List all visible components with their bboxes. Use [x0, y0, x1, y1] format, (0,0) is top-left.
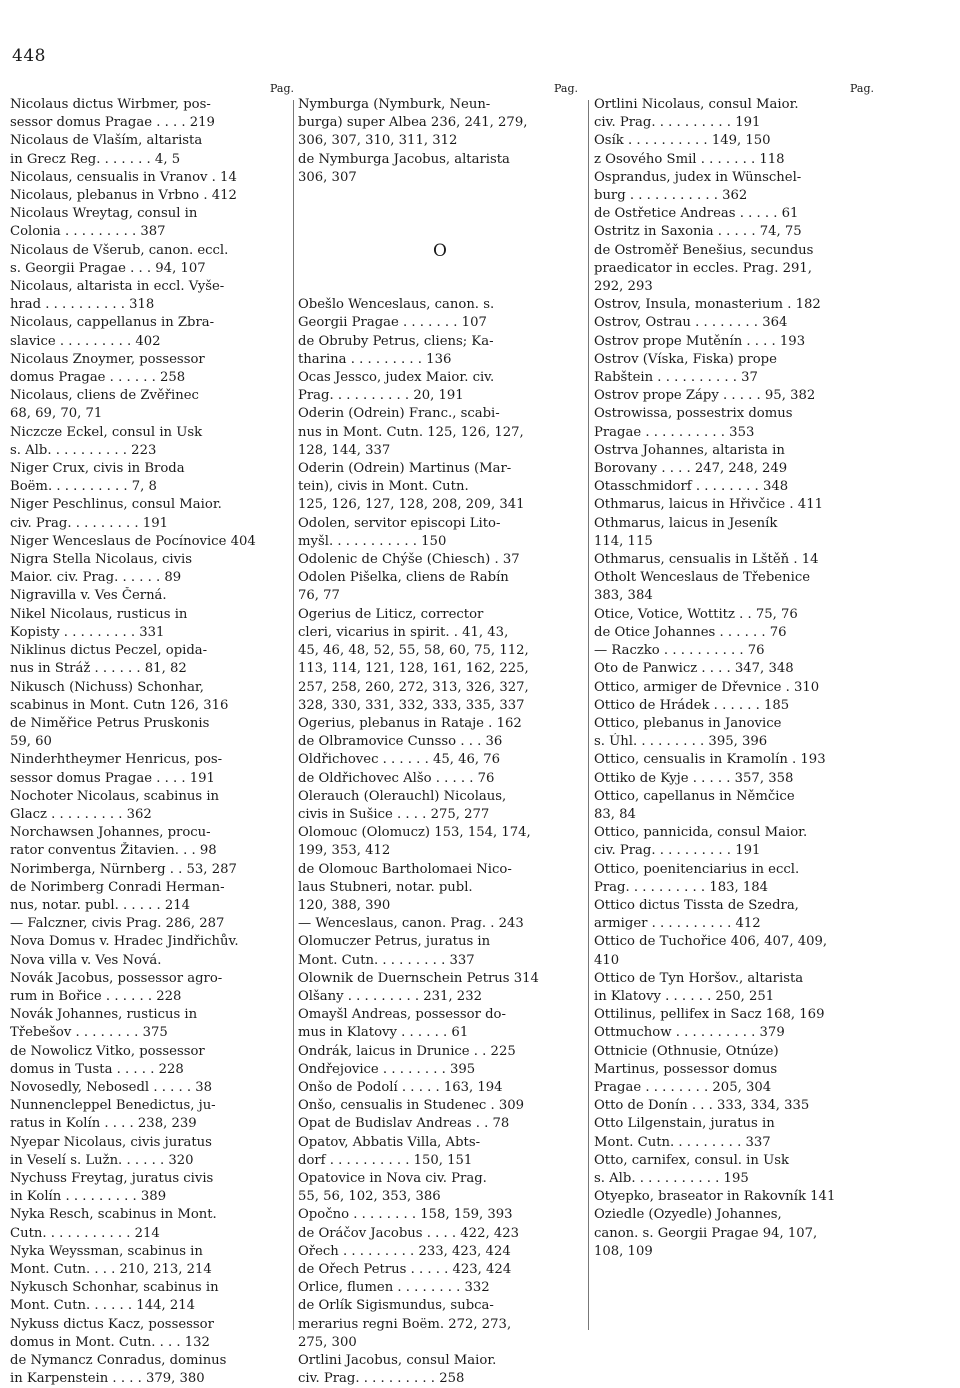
index-line: de Ořech Petrus . . . . . 423, 424 [298, 1262, 512, 1277]
index-line: Glacz . . . . . . . . . 362 [10, 806, 152, 822]
index-line: Mont. Cutn. . . . . . . . . 337 [298, 952, 475, 968]
index-line: Nigra Stella Nicolaus, civis [10, 552, 193, 568]
index-line: Ondřejovice . . . . . . . . 395 [298, 1061, 476, 1077]
index-line: de Nowolicz Vitko, possessor [10, 1043, 205, 1059]
index-line: de Olomouc Bartholomaei Nico- [298, 861, 512, 877]
index-line: nus, notar. publ. . . . . . 214 [10, 897, 191, 913]
index-line: Norimberga, Nürnberg . . 53, 287 [10, 861, 237, 877]
index-line: slavice . . . . . . . . . 402 [10, 333, 161, 349]
index-line: Mont. Cutn. . . . . . . . . 337 [594, 1134, 771, 1150]
index-line: Nykuss dictus Kacz, possessor [10, 1316, 214, 1332]
index-line: de Nymancz Conradus, dominus [10, 1353, 227, 1369]
index-line: Nicolaus, altarista in eccl. Vyše- [10, 279, 225, 295]
index-line: Borovany . . . . 247, 248, 249 [594, 461, 788, 477]
index-line: in Veselí s. Lužn. . . . . . 320 [10, 1152, 194, 1168]
index-line: Nymburga (Nymburk, Neun- [298, 97, 491, 112]
index-line: 292, 293 [594, 279, 653, 295]
index-line: Niger Peschlinus, consul Maior. [10, 497, 222, 513]
index-line: nus in Stráž . . . . . . 81, 82 [10, 661, 187, 677]
index-line: de Olbramovice Cunsso . . . 36 [298, 734, 503, 750]
index-line: Otasschmidorf . . . . . . . . 348 [594, 479, 789, 495]
index-line: Ottico de Hrádek . . . . . . 185 [594, 697, 790, 713]
index-line: Novosedly, Nebosedl . . . . . 38 [10, 1079, 213, 1095]
index-line: Odolenic de Chýše (Chiesch) . 37 [298, 552, 520, 568]
index-line: Ostritz in Saxonia . . . . . 74, 75 [594, 224, 802, 240]
index-line: Niczcze Eckel, consul in Usk [10, 424, 203, 440]
index-line: 383, 384 [594, 588, 653, 604]
index-line: Nikusch (Nichuss) Schonhar, [10, 679, 204, 695]
index-line: Odolen Pišelka, cliens de Rabín [298, 570, 509, 586]
index-line: Ostrov, Insula, monasterium . 182 [594, 297, 821, 313]
blank-line [298, 278, 582, 296]
index-line: Onšo, censualis in Studenec . 309 [298, 1098, 525, 1114]
index-line: 120, 388, 390 [298, 897, 391, 913]
index-line: 76, 77 [298, 588, 340, 604]
index-line: Olomuczer Petrus, juratus in [298, 934, 491, 950]
index-line: Nicolaus de Vlaším, altarista [10, 133, 203, 149]
index-line: Othmarus, laicus in Hřivčice . 411 [594, 497, 823, 513]
index-line: Othmarus, censualis in Lštěň . 14 [594, 552, 819, 568]
index-line: z Osového Smil . . . . . . . 118 [594, 151, 785, 167]
page-number: 448 [12, 46, 46, 66]
index-line: Obešlo Wenceslaus, canon. s. [298, 297, 495, 313]
index-line: Osprandus, judex in Wünschel- [594, 169, 802, 185]
index-line: dorf . . . . . . . . . . 150, 151 [298, 1152, 473, 1168]
column-lines [594, 96, 878, 1261]
index-line: 113, 114, 121, 128, 161, 162, 225, [298, 661, 529, 677]
index-line: Rabštein . . . . . . . . . . 37 [594, 370, 758, 386]
index-line: de Obruby Petrus, cliens; Ka- [298, 333, 494, 349]
index-line: s. Úhl. . . . . . . . . 395, 396 [594, 734, 768, 750]
index-line: de Oldřichovec Alšo . . . . . 76 [298, 770, 495, 786]
index-line: Nyepar Nicolaus, civis juratus [10, 1134, 212, 1150]
index-line: Ottico, poenitenciarius in eccl. [594, 861, 800, 877]
index-line: Třebešov . . . . . . . . 375 [10, 1025, 168, 1041]
index-line: Oderin (Odrein) Franc., scabi- [298, 406, 500, 422]
index-line: Omayšl Andreas, possessor do- [298, 1007, 506, 1023]
index-line: Novák Jacobus, possessor agro- [10, 970, 223, 986]
index-line: Nochoter Nicolaus, scabinus in [10, 788, 220, 804]
index-line: Novák Johannes, rusticus in [10, 1007, 198, 1023]
index-line: Ocas Jessco, judex Maior. civ. [298, 370, 495, 386]
index-line: Otto Lilgenstain, juratus in [594, 1116, 775, 1132]
index-line: Martinus, possessor domus [594, 1061, 778, 1077]
index-line: 59, 60 [10, 734, 52, 750]
index-line: de Ostřetice Andreas . . . . . 61 [594, 206, 799, 222]
index-line: Mont. Cutn. . . . . . 144, 214 [10, 1298, 196, 1314]
index-line: s. Alb. . . . . . . . . . 223 [10, 442, 157, 458]
index-line: Nicolaus Wreytag, consul in [10, 206, 198, 222]
index-line: 114, 115 [594, 533, 653, 549]
column-header: Pag. [553, 82, 578, 95]
index-line: Niger Wenceslaus de Pocínovice 404 [10, 533, 256, 549]
index-line: — Falczner, civis Prag. 286, 287 [10, 916, 225, 932]
index-line: rator conventus Žitavien. . . 98 [10, 843, 217, 859]
index-line: Norchawsen Johannes, procu- [10, 825, 211, 841]
index-line: Ottico, armiger de Dřevnice . 310 [594, 679, 820, 695]
index-line: tharina . . . . . . . . . 136 [298, 351, 452, 367]
index-line: Ninderhtheymer Henricus, pos- [10, 752, 223, 768]
index-line: domus in Tusta . . . . . 228 [10, 1061, 184, 1077]
index-line: Nicolaus de Všerub, canon. eccl. [10, 242, 229, 258]
index-line: Opočno . . . . . . . . 158, 159, 393 [298, 1207, 513, 1223]
index-column-3 [594, 82, 878, 1261]
index-line: de Oráčov Jacobus . . . . 422, 423 [298, 1225, 520, 1241]
index-line: Ottico de Tuchořice 406, 407, 409, [594, 934, 828, 950]
index-line: domus in Mont. Cutn. . . . 132 [10, 1334, 210, 1350]
index-line: de Norimberg Conradi Herman- [10, 879, 225, 895]
blank-line [298, 205, 582, 223]
index-line: Otholt Wenceslaus de Třebenice [594, 570, 811, 586]
index-line: 257, 258, 260, 272, 313, 326, 327, [298, 679, 529, 695]
index-line: s. Alb. . . . . . . . . . . 195 [594, 1170, 749, 1186]
index-line: ratus in Kolín . . . . 238, 239 [10, 1116, 197, 1132]
index-line: domus Pragae . . . . . . 258 [10, 370, 186, 386]
index-line: Oderin (Odrein) Martinus (Mar- [298, 461, 512, 477]
index-line: Colonia . . . . . . . . . 387 [10, 224, 166, 240]
index-line: de Niměřice Petrus Pruskonis [10, 715, 210, 731]
index-line: Onšo de Podolí . . . . . 163, 194 [298, 1079, 503, 1095]
index-line: Ostrov prope Mutěnín . . . . 193 [594, 333, 806, 349]
column-lines [298, 96, 582, 1388]
index-line: civ. Prag. . . . . . . . . . 191 [594, 115, 761, 131]
index-line: Niklinus dictus Peczel, opida- [10, 643, 208, 659]
index-line: Opat de Budislav Andreas . . 78 [298, 1116, 510, 1132]
index-line: 55, 56, 102, 353, 386 [298, 1189, 441, 1205]
index-line: Nicolaus, cliens de Zvěřinec [10, 388, 199, 404]
index-line: civ. Prag. . . . . . . . . . 258 [298, 1371, 465, 1387]
index-line: Ostrva Johannes, altarista in [594, 442, 785, 458]
index-line: myšl. . . . . . . . . . . 150 [298, 533, 447, 549]
index-line: in Karpenstein . . . . 379, 380 [10, 1371, 205, 1387]
column-header: Pag. [269, 82, 294, 95]
index-line: rum in Bořice . . . . . . 228 [10, 988, 182, 1004]
index-line: 125, 126, 127, 128, 208, 209, 341 [298, 497, 525, 513]
index-line: Prag. . . . . . . . . . 183, 184 [594, 879, 769, 895]
index-line: s. Georgii Pragae . . . 94, 107 [10, 260, 206, 276]
index-line: Nykusch Schonhar, scabinus in [10, 1280, 219, 1296]
index-line: Osík . . . . . . . . . . 149, 150 [594, 133, 771, 149]
index-line: civ. Prag. . . . . . . . . . 191 [594, 843, 761, 859]
index-line: sessor domus Pragae . . . . 191 [10, 770, 215, 786]
index-line: Nicolaus, cappellanus in Zbra- [10, 315, 215, 331]
index-line: 410 [594, 952, 620, 968]
index-line: Niger Crux, civis in Broda [10, 461, 185, 477]
index-line: Nigravilla v. Ves Černá. [10, 588, 167, 604]
index-line: Georgii Pragae . . . . . . . 107 [298, 315, 487, 331]
index-line: hrad . . . . . . . . . . 318 [10, 297, 155, 313]
blank-line [298, 223, 582, 241]
index-line: — Wenceslaus, canon. Prag. . 243 [298, 916, 524, 932]
index-line: canon. s. Georgii Pragae 94, 107, [594, 1225, 818, 1241]
index-line: 275, 300 [298, 1334, 357, 1350]
index-line: de Orlík Sigismundus, subca- [298, 1298, 494, 1314]
index-line: Pragae . . . . . . . . . . 353 [594, 424, 755, 440]
index-line: 199, 353, 412 [298, 843, 391, 859]
index-line: civ. Prag. . . . . . . . . 191 [10, 515, 168, 531]
index-line: sessor domus Pragae . . . . 219 [10, 115, 215, 131]
index-line: Ortlini Nicolaus, consul Maior. [594, 97, 799, 112]
index-line: Otice, Votice, Wottitz . . 75, 76 [594, 606, 798, 622]
index-line: 45, 46, 48, 52, 55, 58, 60, 75, 112, [298, 643, 529, 659]
index-line: Ottico, censualis in Kramolín . 193 [594, 752, 826, 768]
index-line: Ostrov (Víska, Fiska) prope [594, 351, 777, 367]
index-line: Oziedle (Ozyedle) Johannes, [594, 1207, 782, 1223]
index-line: — Raczko . . . . . . . . . . 76 [594, 643, 765, 659]
index-line: Opatov, Abbatis Villa, Abts- [298, 1134, 481, 1150]
index-line: Nikel Nicolaus, rusticus in [10, 606, 188, 622]
index-line: Ořech . . . . . . . . . 233, 423, 424 [298, 1243, 511, 1259]
index-line: Boëm. . . . . . . . . . 7, 8 [10, 479, 157, 495]
index-line: Oldřichovec . . . . . . 45, 46, 76 [298, 752, 501, 768]
index-line: de Otice Johannes . . . . . . 76 [594, 624, 787, 640]
index-line: armiger . . . . . . . . . . 412 [594, 916, 761, 932]
index-column-1 [10, 82, 298, 1388]
index-line: Otto, carnifex, consul. in Usk [594, 1152, 789, 1168]
index-line: Mont. Cutn. . . . 210, 213, 214 [10, 1262, 212, 1277]
column-divider [588, 100, 589, 1330]
index-line: Ottico dictus Tissta de Szedra, [594, 897, 799, 913]
index-line: 128, 144, 337 [298, 442, 391, 458]
index-line: Cutn. . . . . . . . . . . 214 [10, 1225, 160, 1241]
index-line: Ortlini Jacobus, consul Maior. [298, 1353, 497, 1369]
index-line: Orlice, flumen . . . . . . . . 332 [298, 1280, 490, 1296]
index-line: civis in Sušice . . . . 275, 277 [298, 806, 490, 822]
index-line: Nyka Resch, scabinus in Mont. [10, 1207, 217, 1223]
index-line: Ostrov, Ostrau . . . . . . . . 364 [594, 315, 788, 331]
index-line: de Ostroměř Benešius, secundus [594, 242, 814, 258]
index-line: praedicator in eccles. Prag. 291, [594, 260, 812, 276]
index-line: Nicolaus Znoymer, possessor [10, 351, 205, 367]
index-line: burga) super Albea 236, 241, 279, [298, 115, 528, 131]
index-line: Maior. civ. Prag. . . . . . 89 [10, 570, 182, 586]
index-line: Odolen, servitor episcopi Lito- [298, 515, 501, 531]
index-line: 68, 69, 70, 71 [10, 406, 103, 422]
index-line: Ottico de Tyn Horšov., altarista [594, 970, 804, 986]
index-line: merarius regni Boëm. 272, 273, [298, 1316, 512, 1332]
section-letter: O [433, 241, 447, 260]
index-line: Ottico, plebanus in Janovice [594, 715, 782, 731]
column-lines [10, 96, 298, 1388]
column-header: Pag. [849, 82, 874, 95]
index-line: Ogerius de Liticz, corrector [298, 606, 484, 622]
index-line: Prag. . . . . . . . . . 20, 191 [298, 388, 464, 404]
index-line: Ottilinus, pellifex in Sacz 168, 169 [594, 1007, 825, 1023]
index-line: Nicolaus dictus Wirbmer, pos- [10, 97, 211, 112]
index-column-2 [298, 82, 582, 1388]
index-line: Olomouc (Olomucz) 153, 154, 174, [298, 825, 531, 841]
index-line: Opatovice in Nova civ. Prag. [298, 1170, 487, 1186]
index-line: Pragae . . . . . . . . 205, 304 [594, 1079, 772, 1095]
index-line: Othmarus, laicus in Jeseník [594, 515, 778, 531]
index-line: Nicolaus, plebanus in Vrbno . 412 [10, 188, 237, 204]
index-line: 83, 84 [594, 806, 636, 822]
index-line: Nyka Weyssman, scabinus in [10, 1243, 203, 1259]
index-line: tein), civis in Mont. Cutn. [298, 479, 469, 495]
index-line: nus in Mont. Cutn. 125, 126, 127, [298, 424, 524, 440]
index-line: in Klatovy . . . . . . 250, 251 [594, 988, 775, 1004]
index-line: cleri, vicarius in spirit. . 41, 43, [298, 624, 509, 640]
index-line: Olownik de Duernschein Petrus 314 [298, 970, 539, 986]
index-line: Ogerius, plebanus in Rataje . 162 [298, 715, 522, 731]
index-line: in Kolín . . . . . . . . . 389 [10, 1189, 167, 1205]
index-line: 328, 330, 331, 332, 333, 335, 337 [298, 697, 525, 713]
index-line: scabinus in Mont. Cutn 126, 316 [10, 697, 229, 713]
index-line: Ostrowissa, possestrix domus [594, 406, 793, 422]
index-line: Oto de Panwicz . . . . 347, 348 [594, 661, 794, 677]
index-line: 306, 307 [298, 169, 357, 185]
index-line: Ondrák, laicus in Drunice . . 225 [298, 1043, 516, 1059]
index-line: Nova villa v. Ves Nová. [10, 952, 162, 968]
blank-line [298, 260, 582, 278]
index-line: 306, 307, 310, 311, 312 [298, 133, 458, 149]
index-line: mus in Klatovy . . . . . . 61 [298, 1025, 469, 1041]
index-line: Ottnicie (Othnusie, Otnúze) [594, 1043, 779, 1059]
index-line: Nicolaus, censualis in Vranov . 14 [10, 169, 237, 185]
index-line: de Nymburga Jacobus, altarista [298, 151, 510, 167]
index-line: Otyepko, braseator in Rakovník 141 [594, 1189, 836, 1205]
blank-line [298, 187, 582, 205]
index-line: Ottico, pannicida, consul Maior. [594, 825, 808, 841]
index-line: in Grecz Reg. . . . . . . 4, 5 [10, 151, 181, 167]
index-line: Ottiko de Kyje . . . . . 357, 358 [594, 770, 794, 786]
index-line: Otto de Donín . . . 333, 334, 335 [594, 1098, 810, 1114]
index-line: laus Stubneri, notar. publ. [298, 879, 473, 895]
index-line: Ottmuchow . . . . . . . . . . 379 [594, 1025, 785, 1041]
index-line: Ostrov prope Zápy . . . . . 95, 382 [594, 388, 816, 404]
index-line: Nychuss Freytag, juratus civis [10, 1170, 214, 1186]
index-line: Nunnencleppel Benedictus, ju- [10, 1098, 216, 1114]
index-line: Kopisty . . . . . . . . . 331 [10, 624, 165, 640]
index-line: 108, 109 [594, 1243, 653, 1259]
index-line: Olšany . . . . . . . . . 231, 232 [298, 988, 482, 1004]
index-line: Ottico, capellanus in Němčice [594, 788, 795, 804]
index-line: Nova Domus v. Hradec Jindřichův. [10, 934, 239, 950]
index-line: Olerauch (Olerauchl) Nicolaus, [298, 788, 507, 804]
index-line: burg . . . . . . . . . . . 362 [594, 188, 748, 204]
